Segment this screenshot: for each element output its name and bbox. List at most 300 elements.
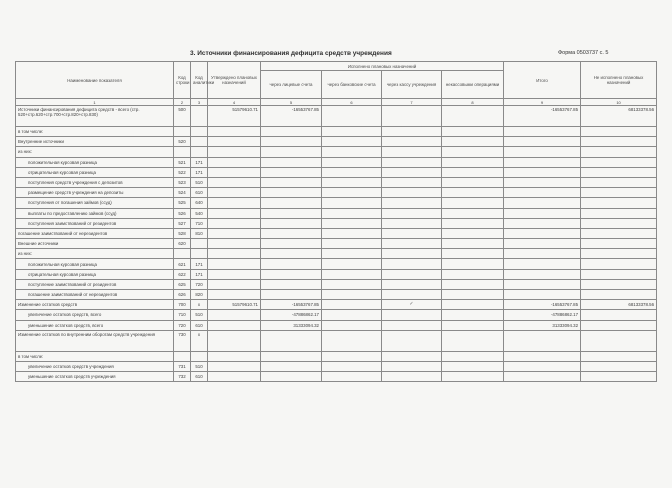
table-row [16, 300, 657, 310]
row-name: Изменение остатков по внутренним оборотам средств учреждения [16, 330, 174, 351]
table-row [16, 361, 657, 371]
row-total [504, 228, 581, 238]
table-row [16, 208, 657, 218]
row-via-cash: ✓ [382, 300, 442, 310]
row-analytic-code: 710 [191, 218, 208, 228]
row-total [504, 330, 581, 351]
row-name: размещение средств учреждения на депозиты [16, 188, 174, 198]
row-not-executed [581, 177, 657, 187]
row-line-code [174, 249, 191, 259]
row-not-executed [581, 167, 657, 177]
row-analytic-code: x [191, 330, 208, 351]
row-not-executed [581, 330, 657, 351]
row-name: Внутренние источники [16, 137, 174, 147]
row-via-bank [322, 330, 382, 351]
row-via-cash [382, 372, 442, 382]
row-line-code: 730 [174, 330, 191, 351]
row-approved: 51579610.71 [208, 106, 261, 127]
row-not-executed [581, 127, 657, 137]
row-analytic-code: 720 [191, 279, 208, 289]
row-line-code: 527 [174, 218, 191, 228]
col-number: 3 [191, 99, 208, 106]
table-row [16, 372, 657, 382]
row-name: положительная курсовая разница [16, 157, 174, 167]
table-row [16, 330, 657, 351]
row-analytic-code: 510 [191, 177, 208, 187]
row-non-cash [442, 300, 504, 310]
col-number: 7 [382, 99, 442, 106]
row-approved [208, 218, 261, 228]
row-total [504, 239, 581, 249]
row-via-bank [322, 167, 382, 177]
row-approved [208, 320, 261, 330]
row-via-bank [322, 259, 382, 269]
row-via-bank [322, 310, 382, 320]
row-line-code: 710 [174, 310, 191, 320]
row-via-cash [382, 106, 442, 127]
row-analytic-code: 171 [191, 269, 208, 279]
row-via-cash [382, 218, 442, 228]
row-non-cash [442, 290, 504, 300]
row-analytic-code [191, 239, 208, 249]
row-via-bank [322, 208, 382, 218]
row-analytic-code [191, 147, 208, 157]
row-name: поступления средств учреждения с депозитов [16, 177, 174, 187]
row-non-cash [442, 127, 504, 137]
row-approved [208, 259, 261, 269]
row-via-personal [261, 351, 322, 361]
row-non-cash [442, 361, 504, 371]
row-name: в том числе: [16, 351, 174, 361]
row-line-code: 521 [174, 157, 191, 167]
table-row [16, 198, 657, 208]
row-approved [208, 310, 261, 320]
row-not-executed [581, 279, 657, 289]
row-total [504, 249, 581, 259]
row-via-personal [261, 177, 322, 187]
row-non-cash [442, 269, 504, 279]
row-via-personal [261, 137, 322, 147]
header-analytic-code: Код аналитики [191, 62, 208, 99]
row-via-bank [322, 372, 382, 382]
table-row [16, 137, 657, 147]
row-total [504, 157, 581, 167]
table-row [16, 259, 657, 269]
table-row [16, 351, 657, 361]
row-total [504, 127, 581, 137]
row-analytic-code: 171 [191, 259, 208, 269]
row-approved [208, 269, 261, 279]
row-approved [208, 177, 261, 187]
row-not-executed [581, 372, 657, 382]
row-non-cash [442, 167, 504, 177]
row-line-code: 621 [174, 259, 191, 269]
row-total: -16553767.85 [504, 300, 581, 310]
row-total [504, 177, 581, 187]
row-analytic-code: 610 [191, 188, 208, 198]
row-via-personal [261, 157, 322, 167]
row-not-executed: 68133378.56 [581, 106, 657, 127]
row-total [504, 188, 581, 198]
row-not-executed [581, 259, 657, 269]
row-not-executed [581, 228, 657, 238]
row-via-cash [382, 188, 442, 198]
row-via-bank [322, 300, 382, 310]
row-non-cash [442, 320, 504, 330]
row-via-personal: 31333094.32 [261, 320, 322, 330]
col-number: 6 [322, 99, 382, 106]
row-name: отрицательная курсовая разница [16, 167, 174, 177]
row-approved [208, 249, 261, 259]
row-via-cash [382, 147, 442, 157]
row-via-cash [382, 361, 442, 371]
row-line-code: 626 [174, 290, 191, 300]
row-name: погашение заимствований от нерезидентов [16, 228, 174, 238]
row-via-cash [382, 208, 442, 218]
row-via-bank [322, 290, 382, 300]
header-non-cash: некассовыми операциями [442, 71, 504, 99]
row-via-cash [382, 177, 442, 187]
row-via-personal [261, 228, 322, 238]
row-non-cash [442, 249, 504, 259]
table-row [16, 106, 657, 127]
row-via-bank [322, 228, 382, 238]
row-non-cash [442, 279, 504, 289]
row-not-executed: 68133378.56 [581, 300, 657, 310]
row-non-cash [442, 228, 504, 238]
row-name: погашение заимствований от нерезидентов [16, 290, 174, 300]
row-name: уменьшение остатков средств, всего [16, 320, 174, 330]
row-via-cash [382, 269, 442, 279]
row-via-personal [261, 239, 322, 249]
row-line-code: 732 [174, 372, 191, 382]
row-line-code: 622 [174, 269, 191, 279]
row-via-cash [382, 310, 442, 320]
row-not-executed [581, 208, 657, 218]
row-not-executed [581, 137, 657, 147]
row-non-cash [442, 351, 504, 361]
row-via-personal [261, 361, 322, 371]
row-non-cash [442, 147, 504, 157]
row-name: Изменение остатков средств [16, 300, 174, 310]
row-analytic-code: 171 [191, 167, 208, 177]
table-row [16, 157, 657, 167]
row-line-code: 523 [174, 177, 191, 187]
row-line-code: 520 [174, 137, 191, 147]
row-via-personal [261, 127, 322, 137]
row-via-bank [322, 239, 382, 249]
row-total [504, 290, 581, 300]
row-not-executed [581, 361, 657, 371]
row-via-bank [322, 127, 382, 137]
section-title: 3. Источники финансирования дефицита средств учреждения [190, 50, 392, 57]
row-total [504, 279, 581, 289]
row-name: уменьшение остатков средств учреждения [16, 372, 174, 382]
row-non-cash [442, 330, 504, 351]
table-row [16, 218, 657, 228]
row-non-cash [442, 372, 504, 382]
row-not-executed [581, 269, 657, 279]
row-name: поступление заимствований от резидентов [16, 279, 174, 289]
row-via-bank [322, 106, 382, 127]
table-row [16, 249, 657, 259]
row-name: поступления заимствований от резидентов [16, 218, 174, 228]
row-via-personal [261, 208, 322, 218]
table-body [16, 106, 657, 382]
row-analytic-code [191, 137, 208, 147]
row-via-cash [382, 330, 442, 351]
row-via-cash [382, 259, 442, 269]
row-via-cash [382, 137, 442, 147]
col-number: 10 [581, 99, 657, 106]
row-analytic-code: x [191, 300, 208, 310]
row-non-cash [442, 310, 504, 320]
row-via-personal [261, 269, 322, 279]
row-total [504, 208, 581, 218]
row-analytic-code: 540 [191, 208, 208, 218]
row-analytic-code: 820 [191, 290, 208, 300]
row-via-bank [322, 147, 382, 157]
row-not-executed [581, 198, 657, 208]
row-approved [208, 188, 261, 198]
col-number: 4 [208, 99, 261, 106]
row-not-executed [581, 320, 657, 330]
row-analytic-code [191, 351, 208, 361]
col-number: 1 [16, 99, 174, 106]
row-analytic-code: 610 [191, 320, 208, 330]
table-row [16, 177, 657, 187]
row-total [504, 372, 581, 382]
row-name: положительная курсовая разница [16, 259, 174, 269]
row-line-code: 525 [174, 198, 191, 208]
row-name: отрицательная курсовая разница [16, 269, 174, 279]
form-code: Форма 0503737 с. 5 [558, 50, 609, 56]
header-executed-group: Исполнено плановых назначений [261, 62, 504, 71]
col-number: 2 [174, 99, 191, 106]
row-name: увеличение остатков средств учреждения [16, 361, 174, 371]
row-via-personal [261, 147, 322, 157]
row-via-cash [382, 279, 442, 289]
row-non-cash [442, 106, 504, 127]
row-not-executed [581, 310, 657, 320]
table-row [16, 239, 657, 249]
row-via-personal [261, 188, 322, 198]
row-via-bank [322, 269, 382, 279]
row-non-cash [442, 208, 504, 218]
row-via-personal: -47886862.17 [261, 310, 322, 320]
row-via-cash [382, 351, 442, 361]
row-analytic-code [191, 106, 208, 127]
row-approved [208, 208, 261, 218]
row-analytic-code: 510 [191, 310, 208, 320]
row-via-bank [322, 157, 382, 167]
row-approved [208, 239, 261, 249]
header-via-cash: через кассу учреждения [382, 71, 442, 99]
row-approved [208, 228, 261, 238]
row-approved [208, 290, 261, 300]
row-analytic-code [191, 249, 208, 259]
row-approved [208, 127, 261, 137]
row-non-cash [442, 137, 504, 147]
row-via-bank [322, 351, 382, 361]
row-analytic-code: 810 [191, 228, 208, 238]
row-total [504, 351, 581, 361]
row-approved [208, 351, 261, 361]
row-not-executed [581, 188, 657, 198]
row-via-cash [382, 290, 442, 300]
row-not-executed [581, 290, 657, 300]
table-row [16, 167, 657, 177]
row-via-cash [382, 320, 442, 330]
row-total [504, 167, 581, 177]
row-analytic-code: 610 [191, 372, 208, 382]
row-total: -16553767.85 [504, 106, 581, 127]
row-not-executed [581, 157, 657, 167]
header-line-code: Код строки [174, 62, 191, 99]
row-line-code: 700 [174, 300, 191, 310]
row-approved [208, 147, 261, 157]
row-non-cash [442, 239, 504, 249]
row-approved [208, 330, 261, 351]
row-total [504, 218, 581, 228]
row-analytic-code: 640 [191, 198, 208, 208]
row-total [504, 147, 581, 157]
row-approved [208, 372, 261, 382]
header-via-personal-accounts: через лицевые счета [261, 71, 322, 99]
row-total [504, 137, 581, 147]
row-via-cash [382, 198, 442, 208]
row-via-personal [261, 330, 322, 351]
row-line-code [174, 127, 191, 137]
row-approved [208, 361, 261, 371]
header-indicator: Наименование показателя [16, 62, 174, 99]
row-total: 31333094.32 [504, 320, 581, 330]
header-not-executed: Не исполнено плановых назначений [581, 62, 657, 99]
row-not-executed [581, 351, 657, 361]
row-not-executed [581, 147, 657, 157]
row-via-bank [322, 188, 382, 198]
row-non-cash [442, 198, 504, 208]
row-line-code [174, 351, 191, 361]
row-line-code: 625 [174, 279, 191, 289]
table-row [16, 320, 657, 330]
row-name: в том числе: [16, 127, 174, 137]
row-line-code: 528 [174, 228, 191, 238]
row-name: поступления от погашения займов (ссуд) [16, 198, 174, 208]
row-approved [208, 137, 261, 147]
row-not-executed [581, 239, 657, 249]
row-approved: 51579610.71 [208, 300, 261, 310]
row-via-bank [322, 249, 382, 259]
row-total [504, 269, 581, 279]
row-approved [208, 198, 261, 208]
row-via-cash [382, 127, 442, 137]
row-line-code: 524 [174, 188, 191, 198]
row-via-cash [382, 167, 442, 177]
row-name: выплаты по предоставлению займов (ссуд) [16, 208, 174, 218]
header-via-bank-accounts: через банковские счета [322, 71, 382, 99]
row-via-bank [322, 198, 382, 208]
col-number: 5 [261, 99, 322, 106]
row-via-cash [382, 228, 442, 238]
row-line-code: 500 [174, 106, 191, 127]
row-line-code [174, 147, 191, 157]
row-line-code: 720 [174, 320, 191, 330]
row-via-cash [382, 239, 442, 249]
row-via-personal [261, 249, 322, 259]
header-total: Итого [504, 62, 581, 99]
row-via-personal [261, 372, 322, 382]
row-via-personal [261, 290, 322, 300]
row-via-bank [322, 279, 382, 289]
table-row [16, 279, 657, 289]
table-row [16, 290, 657, 300]
row-via-personal [261, 218, 322, 228]
table-row [16, 127, 657, 137]
table-row [16, 147, 657, 157]
row-line-code: 620 [174, 239, 191, 249]
row-name: Источники финансирования дефицита средств - всего (стр. 520+стр.620+стр.700+стр.820+стр.830) [16, 106, 174, 127]
row-via-bank [322, 177, 382, 187]
row-via-personal: -16553767.85 [261, 300, 322, 310]
row-total [504, 198, 581, 208]
row-via-personal [261, 279, 322, 289]
row-line-code: 731 [174, 361, 191, 371]
row-via-personal: -16553767.85 [261, 106, 322, 127]
row-name: Внешние источники [16, 239, 174, 249]
row-total: -47886862.17 [504, 310, 581, 320]
row-analytic-code [191, 127, 208, 137]
row-line-code: 526 [174, 208, 191, 218]
row-non-cash [442, 177, 504, 187]
col-number: 8 [442, 99, 504, 106]
table-row [16, 269, 657, 279]
row-not-executed [581, 218, 657, 228]
row-via-personal [261, 167, 322, 177]
row-via-personal [261, 259, 322, 269]
row-analytic-code: 510 [191, 361, 208, 371]
row-name: увеличение остатков средств, всего [16, 310, 174, 320]
row-name: из них: [16, 249, 174, 259]
row-line-code: 522 [174, 167, 191, 177]
row-non-cash [442, 259, 504, 269]
row-non-cash [442, 157, 504, 167]
row-approved [208, 157, 261, 167]
row-via-bank [322, 320, 382, 330]
row-via-cash [382, 157, 442, 167]
table-row [16, 310, 657, 320]
row-via-bank [322, 361, 382, 371]
row-non-cash [442, 188, 504, 198]
row-via-cash [382, 249, 442, 259]
row-via-personal [261, 198, 322, 208]
row-total [504, 259, 581, 269]
financing-table [15, 61, 657, 382]
row-non-cash [442, 218, 504, 228]
row-approved [208, 167, 261, 177]
row-via-bank [322, 137, 382, 147]
row-total [504, 361, 581, 371]
table-row [16, 188, 657, 198]
col-number: 9 [504, 99, 581, 106]
row-not-executed [581, 249, 657, 259]
row-analytic-code: 171 [191, 157, 208, 167]
row-via-bank [322, 218, 382, 228]
row-name: из них: [16, 147, 174, 157]
row-approved [208, 279, 261, 289]
table-row [16, 228, 657, 238]
header-approved: Утверждено плановых назначений [208, 62, 261, 99]
